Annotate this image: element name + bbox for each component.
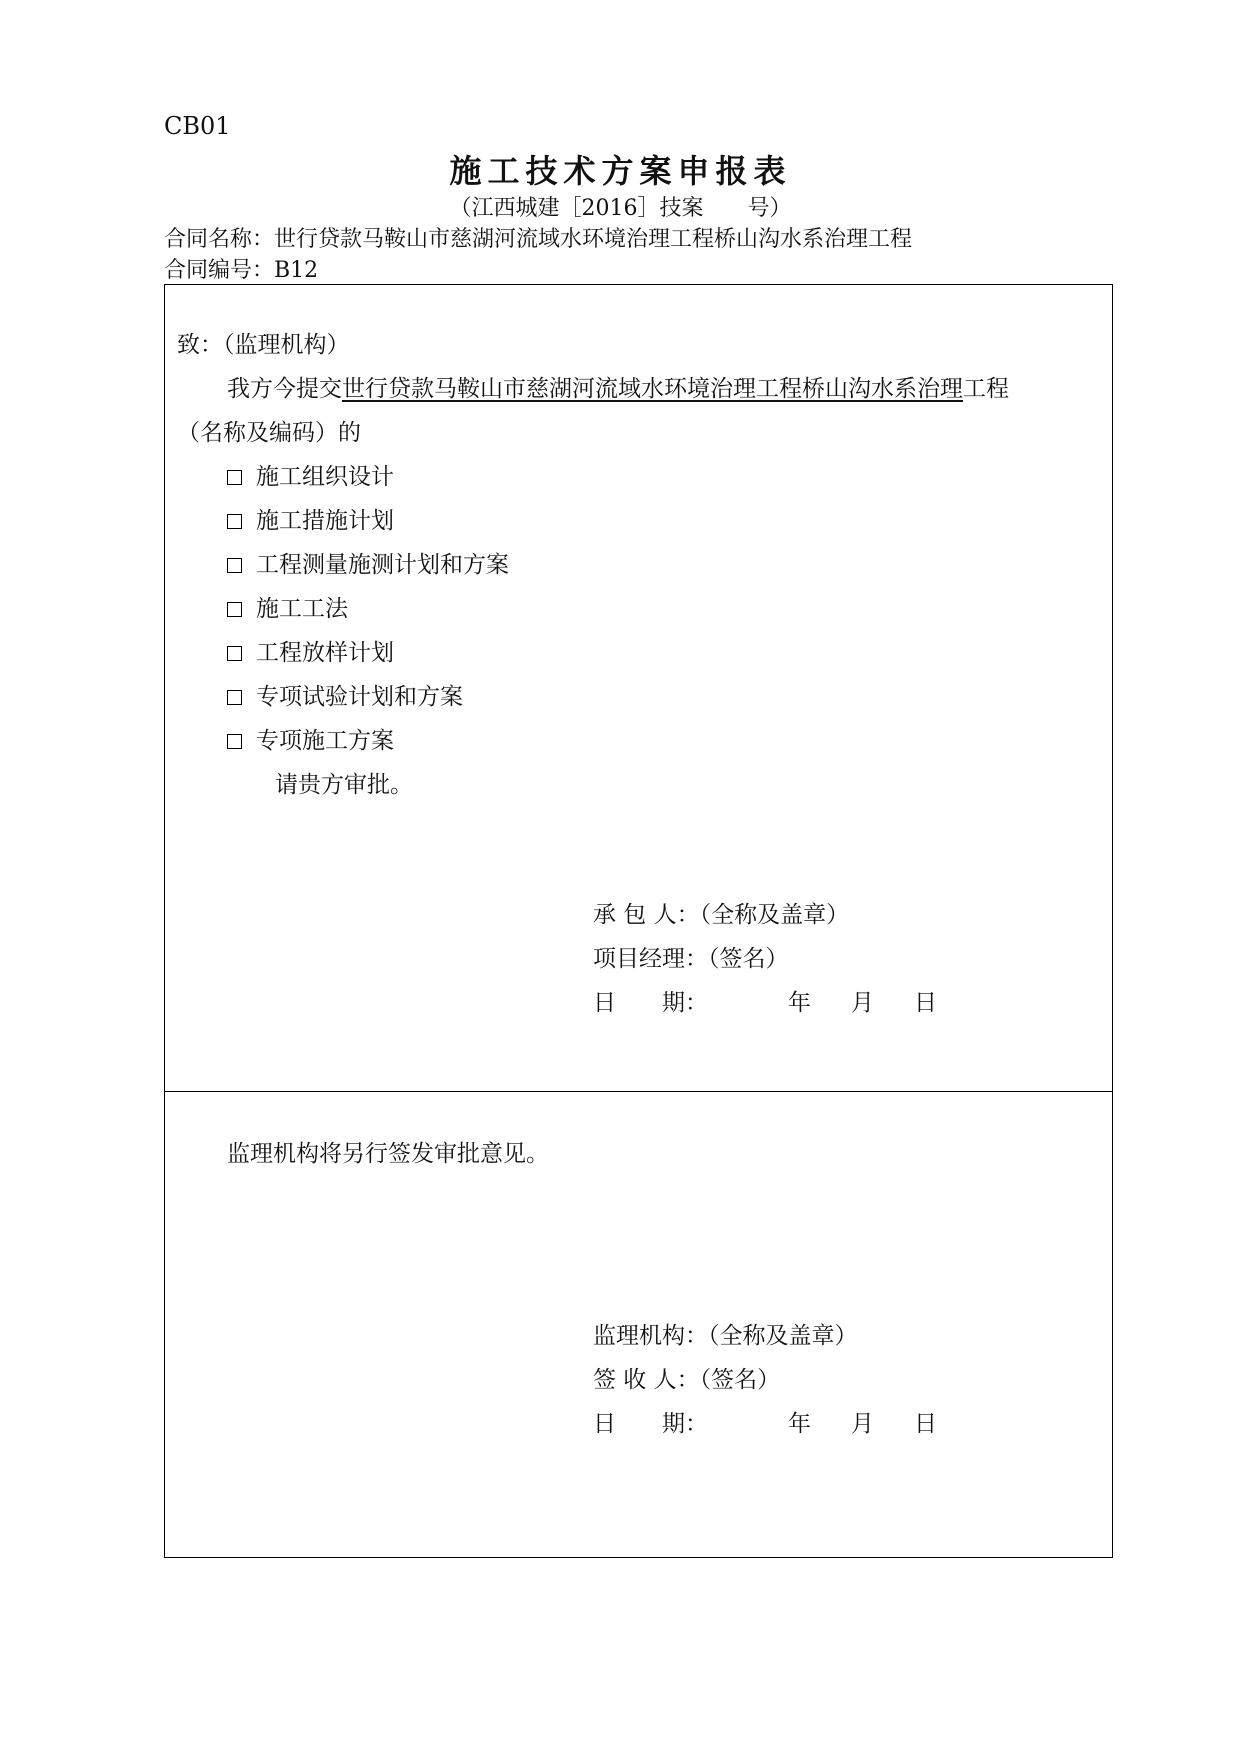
project-name: 世行贷款马鞍山市慈湖河流域水环境治理工程桥山沟水系治理 xyxy=(342,376,963,402)
checkbox[interactable] xyxy=(227,470,242,485)
contract-name-label: 合同名称： xyxy=(164,227,275,252)
contract-number-line xyxy=(164,253,318,284)
request-text: 请贵方审批。 xyxy=(275,772,413,798)
intro-prefix: 我方今提交 xyxy=(227,376,342,402)
checkbox[interactable] xyxy=(227,558,242,573)
option-item[interactable] xyxy=(227,722,394,755)
form-table xyxy=(164,284,1113,1558)
option-label: 工程放样计划 xyxy=(256,640,394,666)
date-month: 月 xyxy=(851,990,874,1016)
option-item[interactable] xyxy=(227,458,394,491)
addressee-line: 致：（监理机构） xyxy=(177,332,350,358)
date-day: 日 xyxy=(914,990,937,1016)
option-item[interactable] xyxy=(227,678,463,711)
receiver-label: 签 收 人：（签名） xyxy=(593,1367,781,1393)
date-label: 日 期： xyxy=(593,990,708,1016)
section-divider xyxy=(165,1091,1112,1092)
option-label: 施工措施计划 xyxy=(256,508,394,534)
date-label: 日 期： xyxy=(593,1411,708,1437)
supervision-date-line xyxy=(593,1405,937,1438)
submission-intro xyxy=(227,370,1009,403)
checkbox[interactable] xyxy=(227,690,242,705)
contract-number-label: 合同编号： xyxy=(164,258,275,283)
option-label: 专项试验计划和方案 xyxy=(256,684,463,710)
supervision-opinion: 监理机构将另行签发审批意见。 xyxy=(227,1141,549,1167)
project-manager-label: 项目经理：（签名） xyxy=(593,946,789,972)
contractor-label: 承 包 人：（全称及盖章） xyxy=(593,902,850,928)
submission-date-line xyxy=(593,984,937,1017)
option-label: 专项施工方案 xyxy=(256,728,394,754)
option-item[interactable] xyxy=(227,634,394,667)
option-item[interactable] xyxy=(227,502,394,535)
checkbox[interactable] xyxy=(227,514,242,529)
option-label: 施工工法 xyxy=(256,596,348,622)
date-day: 日 xyxy=(914,1411,937,1437)
supervision-agency-label: 监理机构：（全称及盖章） xyxy=(593,1323,858,1349)
contract-number-value: B12 xyxy=(274,258,319,283)
contract-name-value: 世行贷款马鞍山市慈湖河流域水环境治理工程桥山沟水系治理工程 xyxy=(274,227,913,252)
option-label: 工程测量施测计划和方案 xyxy=(256,552,509,578)
checkbox[interactable] xyxy=(227,646,242,661)
date-year: 年 xyxy=(788,1411,811,1437)
option-item[interactable] xyxy=(227,590,348,623)
intro-line-2: （名称及编码）的 xyxy=(177,420,361,446)
contract-name-line xyxy=(164,222,912,253)
option-item[interactable] xyxy=(227,546,509,579)
option-label: 施工组织设计 xyxy=(256,464,394,490)
form-subtitle: （江西城建［2016］技案 号） xyxy=(449,196,792,221)
date-month: 月 xyxy=(851,1411,874,1437)
form-code: CB01 xyxy=(164,112,231,140)
form-title: 施工技术方案申报表 xyxy=(449,152,792,190)
checkbox[interactable] xyxy=(227,602,242,617)
checkbox[interactable] xyxy=(227,734,242,749)
date-year: 年 xyxy=(788,990,811,1016)
intro-suffix: 工程 xyxy=(963,376,1009,402)
